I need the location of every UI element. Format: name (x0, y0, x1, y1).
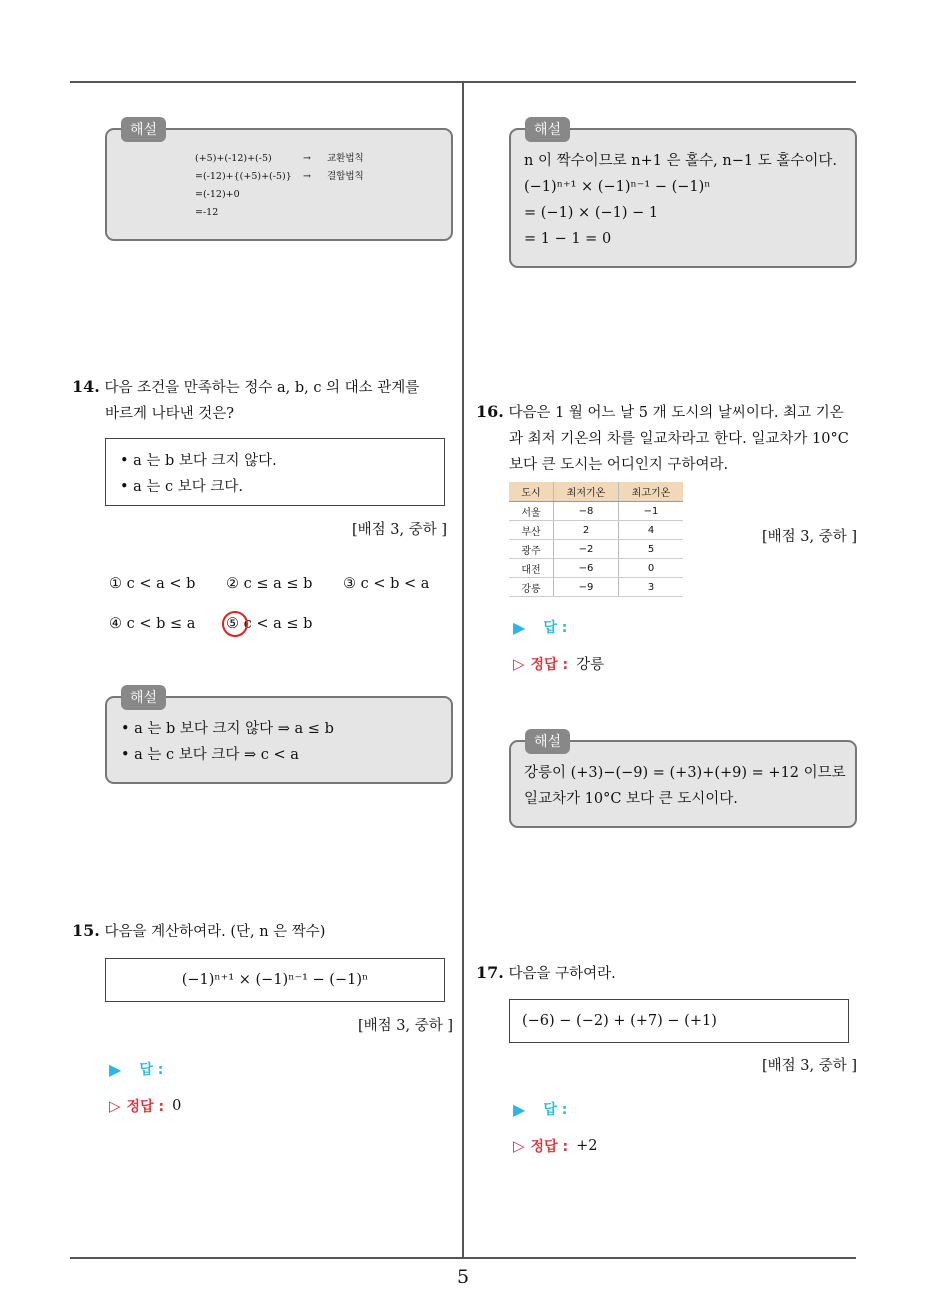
solution-line: 강릉이 (+3)−(−9) = (+3)+(+9) = +12 이므로 (524, 765, 846, 781)
answer-label: 답 : (543, 620, 568, 636)
temperature-table (509, 482, 683, 597)
outline-triangle-icon: ▷ (513, 654, 525, 673)
table-header: 최고기온 (619, 482, 684, 502)
correct-value: +2 (576, 1138, 598, 1154)
table-row (509, 559, 683, 578)
question-text: 다음 조건을 만족하는 정수 a, b, c 의 대소 관계를 (104, 380, 420, 396)
table-cell: 부산 (509, 521, 554, 540)
choice-4[interactable]: ④ c < b ≤ a (109, 616, 196, 632)
correct-label: 정답 : (530, 656, 569, 673)
question-17 (476, 960, 861, 987)
answer-label: 답 : (543, 1102, 568, 1118)
condition-item: • a 는 c 보다 크다. (120, 479, 244, 495)
play-triangle-icon: ▶ (109, 1059, 122, 1079)
question-text: 과 최저 기온의 차를 일교차라고 한다. 일교차가 10°C (509, 431, 849, 447)
table-row (509, 521, 683, 540)
table-cell: 강릉 (509, 578, 554, 597)
score-label: [배점 3, 중하 ] (761, 529, 857, 545)
solution-tag: 해설 (121, 685, 166, 710)
score-label: [배점 3, 중하 ] (351, 522, 447, 538)
solution-box-16 (509, 734, 857, 828)
calc-row (195, 150, 435, 168)
correct-answer-17 (513, 1136, 597, 1156)
solution-line: = 1 − 1 = 0 (524, 231, 612, 247)
formula-box-15: (−1)ⁿ⁺¹ × (−1)ⁿ⁻¹ − (−1)ⁿ (105, 958, 445, 1002)
question-14 (72, 374, 457, 427)
play-triangle-icon: ▶ (513, 1099, 526, 1119)
table-header: 최저기온 (554, 482, 619, 502)
arrow-icon: → (303, 171, 311, 182)
question-number: 14. (72, 377, 100, 396)
table-cell: −1 (619, 502, 684, 521)
calc-row: =(-12)+0 (195, 189, 240, 200)
solution-13-calc (195, 150, 435, 222)
solution-tag: 해설 (121, 117, 166, 142)
correct-answer-15 (109, 1096, 181, 1116)
solution-line: = (−1) × (−1) − 1 (524, 205, 659, 221)
answer-line-17 (513, 1099, 567, 1119)
question-text: 다음은 1 월 어느 날 5 개 도시의 날씨이다. 최고 기온 (508, 405, 844, 421)
solution-box-13 (105, 122, 453, 241)
calc-row (195, 168, 435, 186)
question-text: 다음을 구하여라. (508, 966, 616, 982)
condition-box-14 (105, 438, 445, 506)
choice-2[interactable]: ② c ≤ a ≤ b (226, 576, 313, 592)
correct-label: 정답 : (530, 1139, 569, 1155)
table-cell: −6 (554, 559, 619, 578)
table-cell: 서울 (509, 502, 554, 521)
table-row (509, 540, 683, 559)
solution-box-14 (105, 690, 453, 784)
correct-value: 0 (172, 1098, 182, 1114)
question-text: 다음을 계산하여라. (단, n 은 짝수) (104, 924, 326, 940)
calc-expr: (+5)+(-12)+(-5) (195, 153, 272, 164)
choice-1[interactable]: ① c < a < b (109, 576, 196, 592)
correct-value: 강릉 (576, 657, 605, 673)
solution-tag: 해설 (525, 729, 570, 754)
correct-answer-16 (513, 653, 604, 674)
solution-tag: 해설 (525, 117, 570, 142)
table-header: 도시 (509, 482, 554, 502)
question-16 (476, 399, 861, 478)
question-text: 바르게 나타낸 것은? (105, 406, 235, 422)
answer-line-16 (513, 617, 567, 637)
answer-circle-mark (222, 611, 248, 637)
choice-5[interactable]: ⑤ c < a ≤ b (226, 616, 313, 632)
table-row (509, 578, 683, 597)
condition-item: • a 는 b 보다 크지 않다. (120, 453, 277, 469)
table-header-row (509, 482, 683, 502)
score-label: [배점 3, 중하 ] (761, 1058, 857, 1074)
table-cell: 5 (619, 540, 684, 559)
play-triangle-icon: ▶ (513, 617, 526, 637)
column-divider (462, 83, 464, 1258)
table-cell: 4 (619, 521, 684, 540)
score-label: [배점 3, 중하 ] (357, 1018, 453, 1034)
solution-line: (−1)ⁿ⁺¹ × (−1)ⁿ⁻¹ − (−1)ⁿ (524, 179, 711, 195)
outline-triangle-icon: ▷ (109, 1097, 121, 1115)
correct-label: 정답 : (126, 1099, 165, 1115)
table-cell: −8 (554, 502, 619, 521)
question-number: 17. (476, 963, 504, 982)
question-number: 16. (476, 402, 504, 421)
solution-line: • a 는 c 보다 크다 ⇒ c < a (121, 747, 299, 763)
table-cell: 3 (619, 578, 684, 597)
solution-box-15 (509, 122, 857, 268)
solution-14-text (121, 716, 334, 768)
calc-law: 교환법칙 (327, 153, 364, 164)
question-15 (72, 918, 457, 945)
solution-line: 일교차가 10°C 보다 큰 도시이다. (524, 791, 738, 807)
question-text: 보다 큰 도시는 어디인지 구하여라. (509, 457, 729, 473)
choice-3[interactable]: ③ c < b < a (343, 576, 430, 592)
calc-expr: =(-12)+{(+5)+(-5)} (195, 171, 292, 182)
answer-label: 답 : (139, 1062, 164, 1078)
table-cell: 대전 (509, 559, 554, 578)
solution-16-text (524, 760, 846, 812)
table-cell: 2 (554, 521, 619, 540)
formula-box-17: (−6) − (−2) + (+7) − (+1) (509, 999, 849, 1043)
table-cell: 광주 (509, 540, 554, 559)
table-cell: −2 (554, 540, 619, 559)
solution-line: n 이 짝수이므로 n+1 은 홀수, n−1 도 홀수이다. (524, 153, 837, 169)
outline-triangle-icon: ▷ (513, 1137, 525, 1155)
calc-row: =-12 (195, 207, 219, 218)
calc-law: 결합법칙 (327, 171, 364, 182)
solution-15-text (524, 148, 837, 252)
page-number: 5 (456, 1266, 470, 1288)
table-cell: 0 (619, 559, 684, 578)
table-row (509, 502, 683, 521)
question-number: 15. (72, 921, 100, 940)
answer-line-15 (109, 1059, 163, 1079)
table-cell: −9 (554, 578, 619, 597)
solution-line: • a 는 b 보다 크지 않다 ⇒ a ≤ b (121, 721, 334, 737)
arrow-icon: → (303, 153, 311, 164)
